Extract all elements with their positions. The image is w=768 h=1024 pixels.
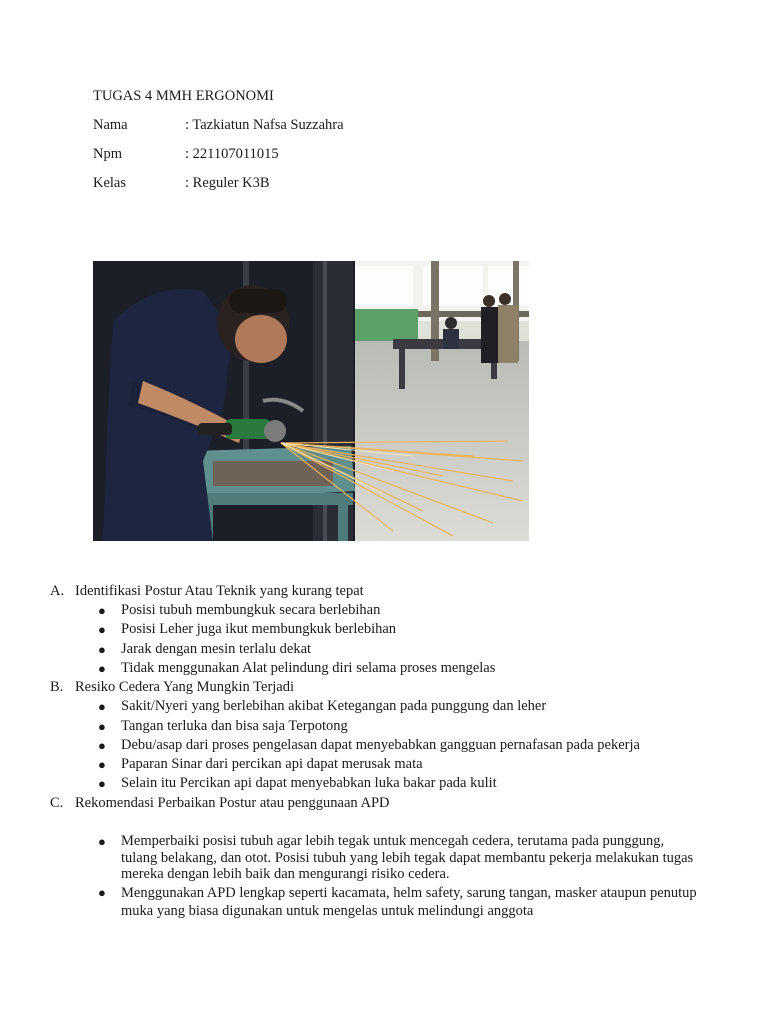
list-item: Paparan Sinar dari percikan api dapat merusak mata <box>121 756 423 772</box>
list-item: Posisi Leher juga ikut membungkuk berlebihan <box>121 621 397 637</box>
recommendation-paragraph: Memperbaiki posisi tubuh agar lebih tegak untuk mencegah cedera, terutama pada punggung, tulang belakang, dan otot. Posisi tubuh yang lebih tegak dapat membantu pekerja melakukan tugas mereka dengan lebih baik dan mengurangi risiko cedera. <box>121 833 694 882</box>
bullet-icon: ● <box>98 622 106 637</box>
list-item: Debu/asap dari proses pengelasan dapat menyebabkan gangguan pernafasan pada pekerja <box>121 737 640 753</box>
list-item: Tangan terluka dan bisa saja Terpotong <box>121 718 348 734</box>
section-b-letter: B. <box>50 679 64 695</box>
bullet-icon: ● <box>98 834 106 849</box>
bullet-icon: ● <box>98 661 106 676</box>
bullet-icon: ● <box>98 738 106 753</box>
list-item: Posisi tubuh membungkuk secara berlebihan <box>121 602 381 618</box>
bullet-icon: ● <box>98 603 106 618</box>
bullet-icon: ● <box>98 642 106 657</box>
list-item: Sakit/Nyeri yang berlebihan akibat Ketegangan pada punggung dan leher <box>121 698 547 714</box>
bullet-icon: ● <box>98 699 106 714</box>
section-a-letter: A. <box>50 583 65 599</box>
worker-grinding-photo <box>93 261 529 541</box>
npm-value: : 221107011015 <box>185 146 279 162</box>
section-c-letter: C. <box>50 795 64 811</box>
npm-label: Npm <box>93 146 122 162</box>
section-c-title: Rekomendasi Perbaikan Postur atau penggunaan APD <box>75 795 390 811</box>
recommendation-paragraph: Menggunakan APD lengkap seperti kacamata, helm safety, sarung tangan, masker ataupun penutup muka yang biasa digunakan untuk mengelas untuk melindungi anggota <box>121 885 697 919</box>
bullet-icon: ● <box>98 757 106 772</box>
bullet-icon: ● <box>98 885 106 900</box>
section-a-title: Identifikasi Postur Atau Teknik yang kurang tepat <box>75 583 364 599</box>
name-value: : Tazkiatun Nafsa Suzzahra <box>185 117 344 133</box>
name-label: Nama <box>93 117 128 133</box>
bullet-icon: ● <box>98 776 106 791</box>
class-label: Kelas <box>93 175 127 191</box>
section-b-title: Resiko Cedera Yang Mungkin Terjadi <box>75 679 295 695</box>
document-title: TUGAS 4 MMH ERGONOMI <box>93 88 274 104</box>
list-item: Tidak menggunakan Alat pelindung diri selama proses mengelas <box>121 660 496 676</box>
bullet-icon: ● <box>98 719 106 734</box>
list-item: Jarak dengan mesin terlalu dekat <box>121 641 312 657</box>
class-value: : Reguler K3B <box>185 175 270 191</box>
list-item: Selain itu Percikan api dapat menyebabkan luka bakar pada kulit <box>121 775 497 791</box>
